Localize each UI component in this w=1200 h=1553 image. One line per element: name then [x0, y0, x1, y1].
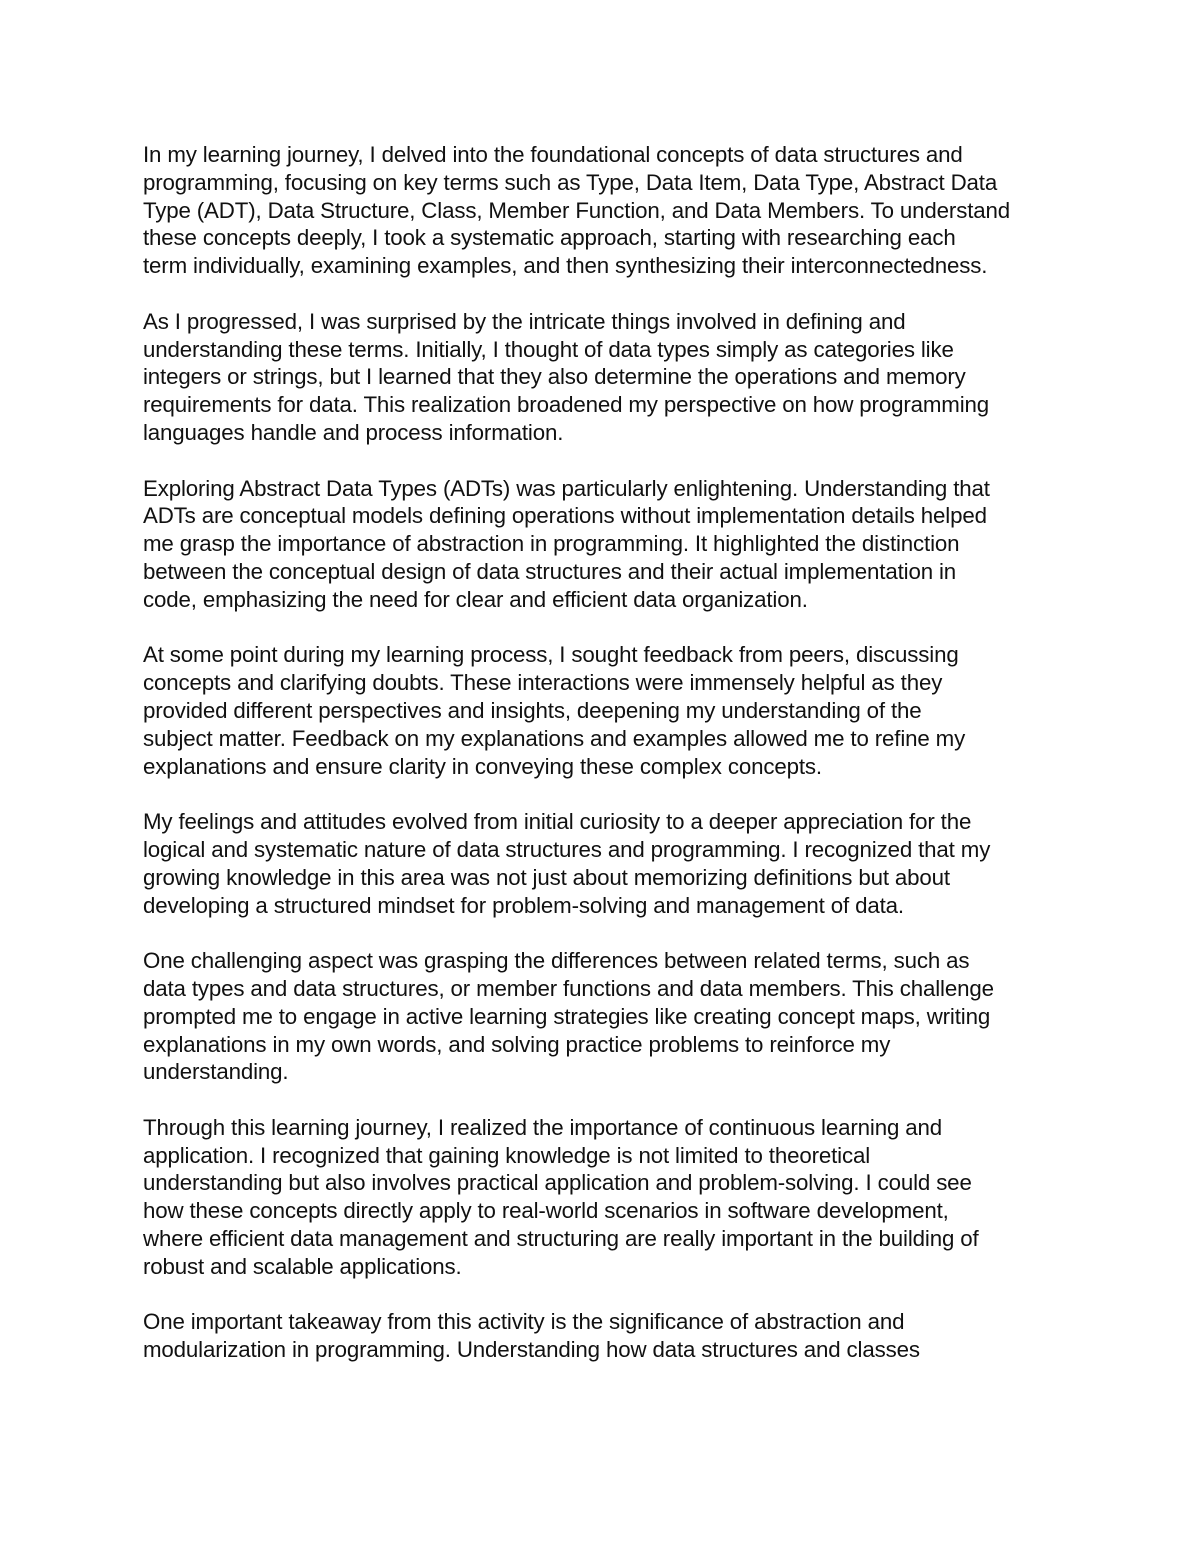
text-line: languages handle and process information.	[143, 419, 564, 445]
text-line: prompted me to engage in active learning strategies like creating concept maps, writing	[143, 1003, 991, 1029]
text-line: where efficient data management and structuring are really important in the building of	[143, 1226, 979, 1252]
text-line: robust and scalable applications.	[143, 1253, 462, 1279]
text-line: how these concepts directly apply to real-world scenarios in software development,	[143, 1198, 949, 1224]
text-line: term individually, examining examples, and then synthesizing their interconnectedness.	[143, 253, 988, 279]
paragraph-adts	[143, 475, 1068, 614]
text-line: Type (ADT), Data Structure, Class, Member Function, and Data Members. To understand	[143, 197, 1010, 223]
text-line: data types and data structures, or member functions and data members. This challenge	[143, 975, 994, 1001]
paragraph-continuous-learning	[143, 1114, 1068, 1281]
text-line: requirements for data. This realization broadened my perspective on how programming	[143, 392, 990, 418]
text-line: modularization in programming. Understanding how data structures and classes	[143, 1337, 920, 1363]
text-line: logical and systematic nature of data structures and programming. I recognized that my	[143, 836, 991, 862]
paragraph-learning-journey	[143, 141, 1068, 280]
text-line: developing a structured mindset for problem-solving and management of data.	[143, 892, 904, 918]
text-line: explanations in my own words, and solving practice problems to reinforce my	[143, 1031, 891, 1057]
text-line: provided different perspectives and insights, deepening my understanding of the	[143, 697, 922, 723]
text-line: code, emphasizing the need for clear and efficient data organization.	[143, 586, 808, 612]
text-line: concepts and clarifying doubts. These interactions were immensely helpful as they	[143, 670, 943, 696]
text-line: At some point during my learning process, I sought feedback from peers, discussing	[143, 642, 959, 668]
text-line: application. I recognized that gaining knowledge is not limited to theoretical	[143, 1142, 871, 1168]
text-line: Exploring Abstract Data Types (ADTs) was particularly enlightening. Understanding that	[143, 475, 990, 501]
text-line: My feelings and attitudes evolved from initial curiosity to a deeper appreciation for the	[143, 809, 972, 835]
text-line: explanations and ensure clarity in conveying these complex concepts.	[143, 753, 822, 779]
paragraph-challenge	[143, 947, 1068, 1086]
text-line: understanding.	[143, 1059, 289, 1085]
text-line: these concepts deeply, I took a systematic approach, starting with researching each	[143, 225, 956, 251]
document-body	[143, 141, 1068, 1392]
paragraph-progress	[143, 308, 1068, 447]
paragraph-takeaway	[143, 1308, 1068, 1364]
text-line: understanding these terms. Initially, I thought of data types simply as categories like	[143, 336, 954, 362]
text-line: growing knowledge in this area was not just about memorizing definitions but about	[143, 864, 950, 890]
paragraph-feedback	[143, 641, 1068, 780]
text-line: programming, focusing on key terms such as Type, Data Item, Data Type, Abstract Data	[143, 169, 998, 195]
text-line: ADTs are conceptual models defining operations without implementation details helped	[143, 503, 987, 529]
text-line: One challenging aspect was grasping the differences between related terms, such as	[143, 948, 970, 974]
paragraph-feelings	[143, 808, 1068, 919]
text-line: between the conceptual design of data structures and their actual implementation in	[143, 558, 957, 584]
text-line: me grasp the importance of abstraction in programming. It highlighted the distinction	[143, 531, 960, 557]
text-line: understanding but also involves practical application and problem-solving. I could see	[143, 1170, 972, 1196]
text-line: One important takeaway from this activity is the significance of abstraction and	[143, 1309, 905, 1335]
text-line: In my learning journey, I delved into the foundational concepts of data structures and	[143, 142, 963, 167]
text-line: integers or strings, but I learned that they also determine the operations and memory	[143, 364, 966, 390]
text-line: Through this learning journey, I realized the importance of continuous learning and	[143, 1114, 942, 1140]
text-line: subject matter. Feedback on my explanations and examples allowed me to refine my	[143, 725, 966, 751]
text-line: As I progressed, I was surprised by the intricate things involved in defining and	[143, 308, 906, 334]
